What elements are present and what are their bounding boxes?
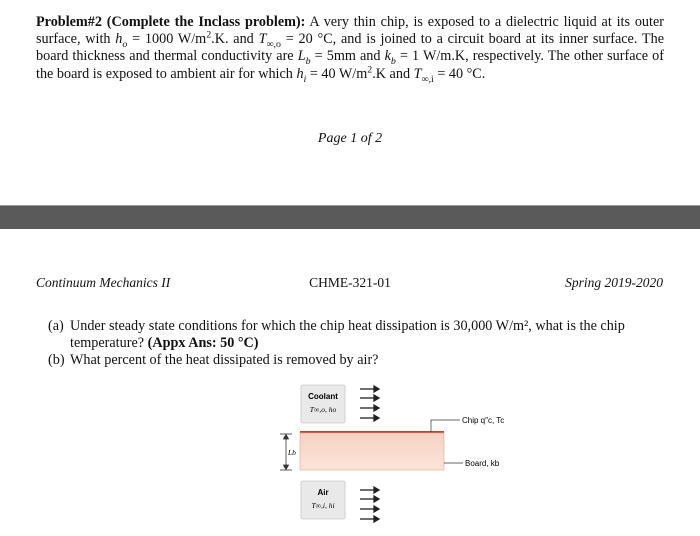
air-flow-arrows <box>360 487 379 522</box>
coolant-conditions: T∞,o, ho <box>309 405 337 414</box>
board-label: Board, kb <box>465 459 500 468</box>
coolant-box <box>301 385 345 423</box>
thickness-label: Lb <box>288 448 296 457</box>
question-label: (a) <box>48 318 64 334</box>
problem-statement: Problem#2 (Complete the Inclass problem): A very thin chip, is exposed to a dielectric liquid at its outer surface, with $h_o = 1000$ $W/m^2.K$. and $T_{\infty,o} = 20$ °C, and is joined to a circuit board at its inner surface. The board thickness and thermal conductivity are $L_b = 5mm$ and $k_b = 1$ W/m.K, respectively. The other surface of the board is exposed to ambient air for which $h_i = 40$ $W/m^2.K$ and $T_{\infty,i} = 40$ °C. <box>36 14 665 85</box>
chip-board-diagram <box>260 378 560 536</box>
chip-label: Chip q″c, Tc <box>462 416 505 425</box>
circuit-board <box>300 433 444 470</box>
page-number: Page 1 of 2 <box>317 131 383 146</box>
course-name: Continuum Mechanics II <box>36 275 171 290</box>
question-text: Under steady state conditions for which the chip heat dissipation is 30,000 W/m², what is the chip temperature? <box>70 318 625 351</box>
semester: Spring 2019-2020 <box>565 275 663 290</box>
question-label: (b) <box>48 352 65 368</box>
page-separator <box>0 206 700 229</box>
coolant-flow-arrows <box>360 386 379 421</box>
air-conditions: T∞,i, hi <box>311 501 335 510</box>
question-a <box>48 318 658 352</box>
coolant-label: Coolant <box>308 392 338 401</box>
chip-leader-line <box>431 420 460 432</box>
question-answer: (Appx Ans: 50 °C) <box>147 335 259 351</box>
air-label: Air <box>317 488 329 497</box>
air-box <box>301 481 345 519</box>
question-b <box>48 352 658 369</box>
problem-heading: Problem#2 (Complete the Inclass problem): <box>36 14 306 30</box>
question-list <box>48 318 658 369</box>
page-1 <box>0 0 700 205</box>
course-code: CHME-321-01 <box>309 275 391 290</box>
question-text: What percent of the heat dissipated is removed by air? <box>70 352 379 368</box>
